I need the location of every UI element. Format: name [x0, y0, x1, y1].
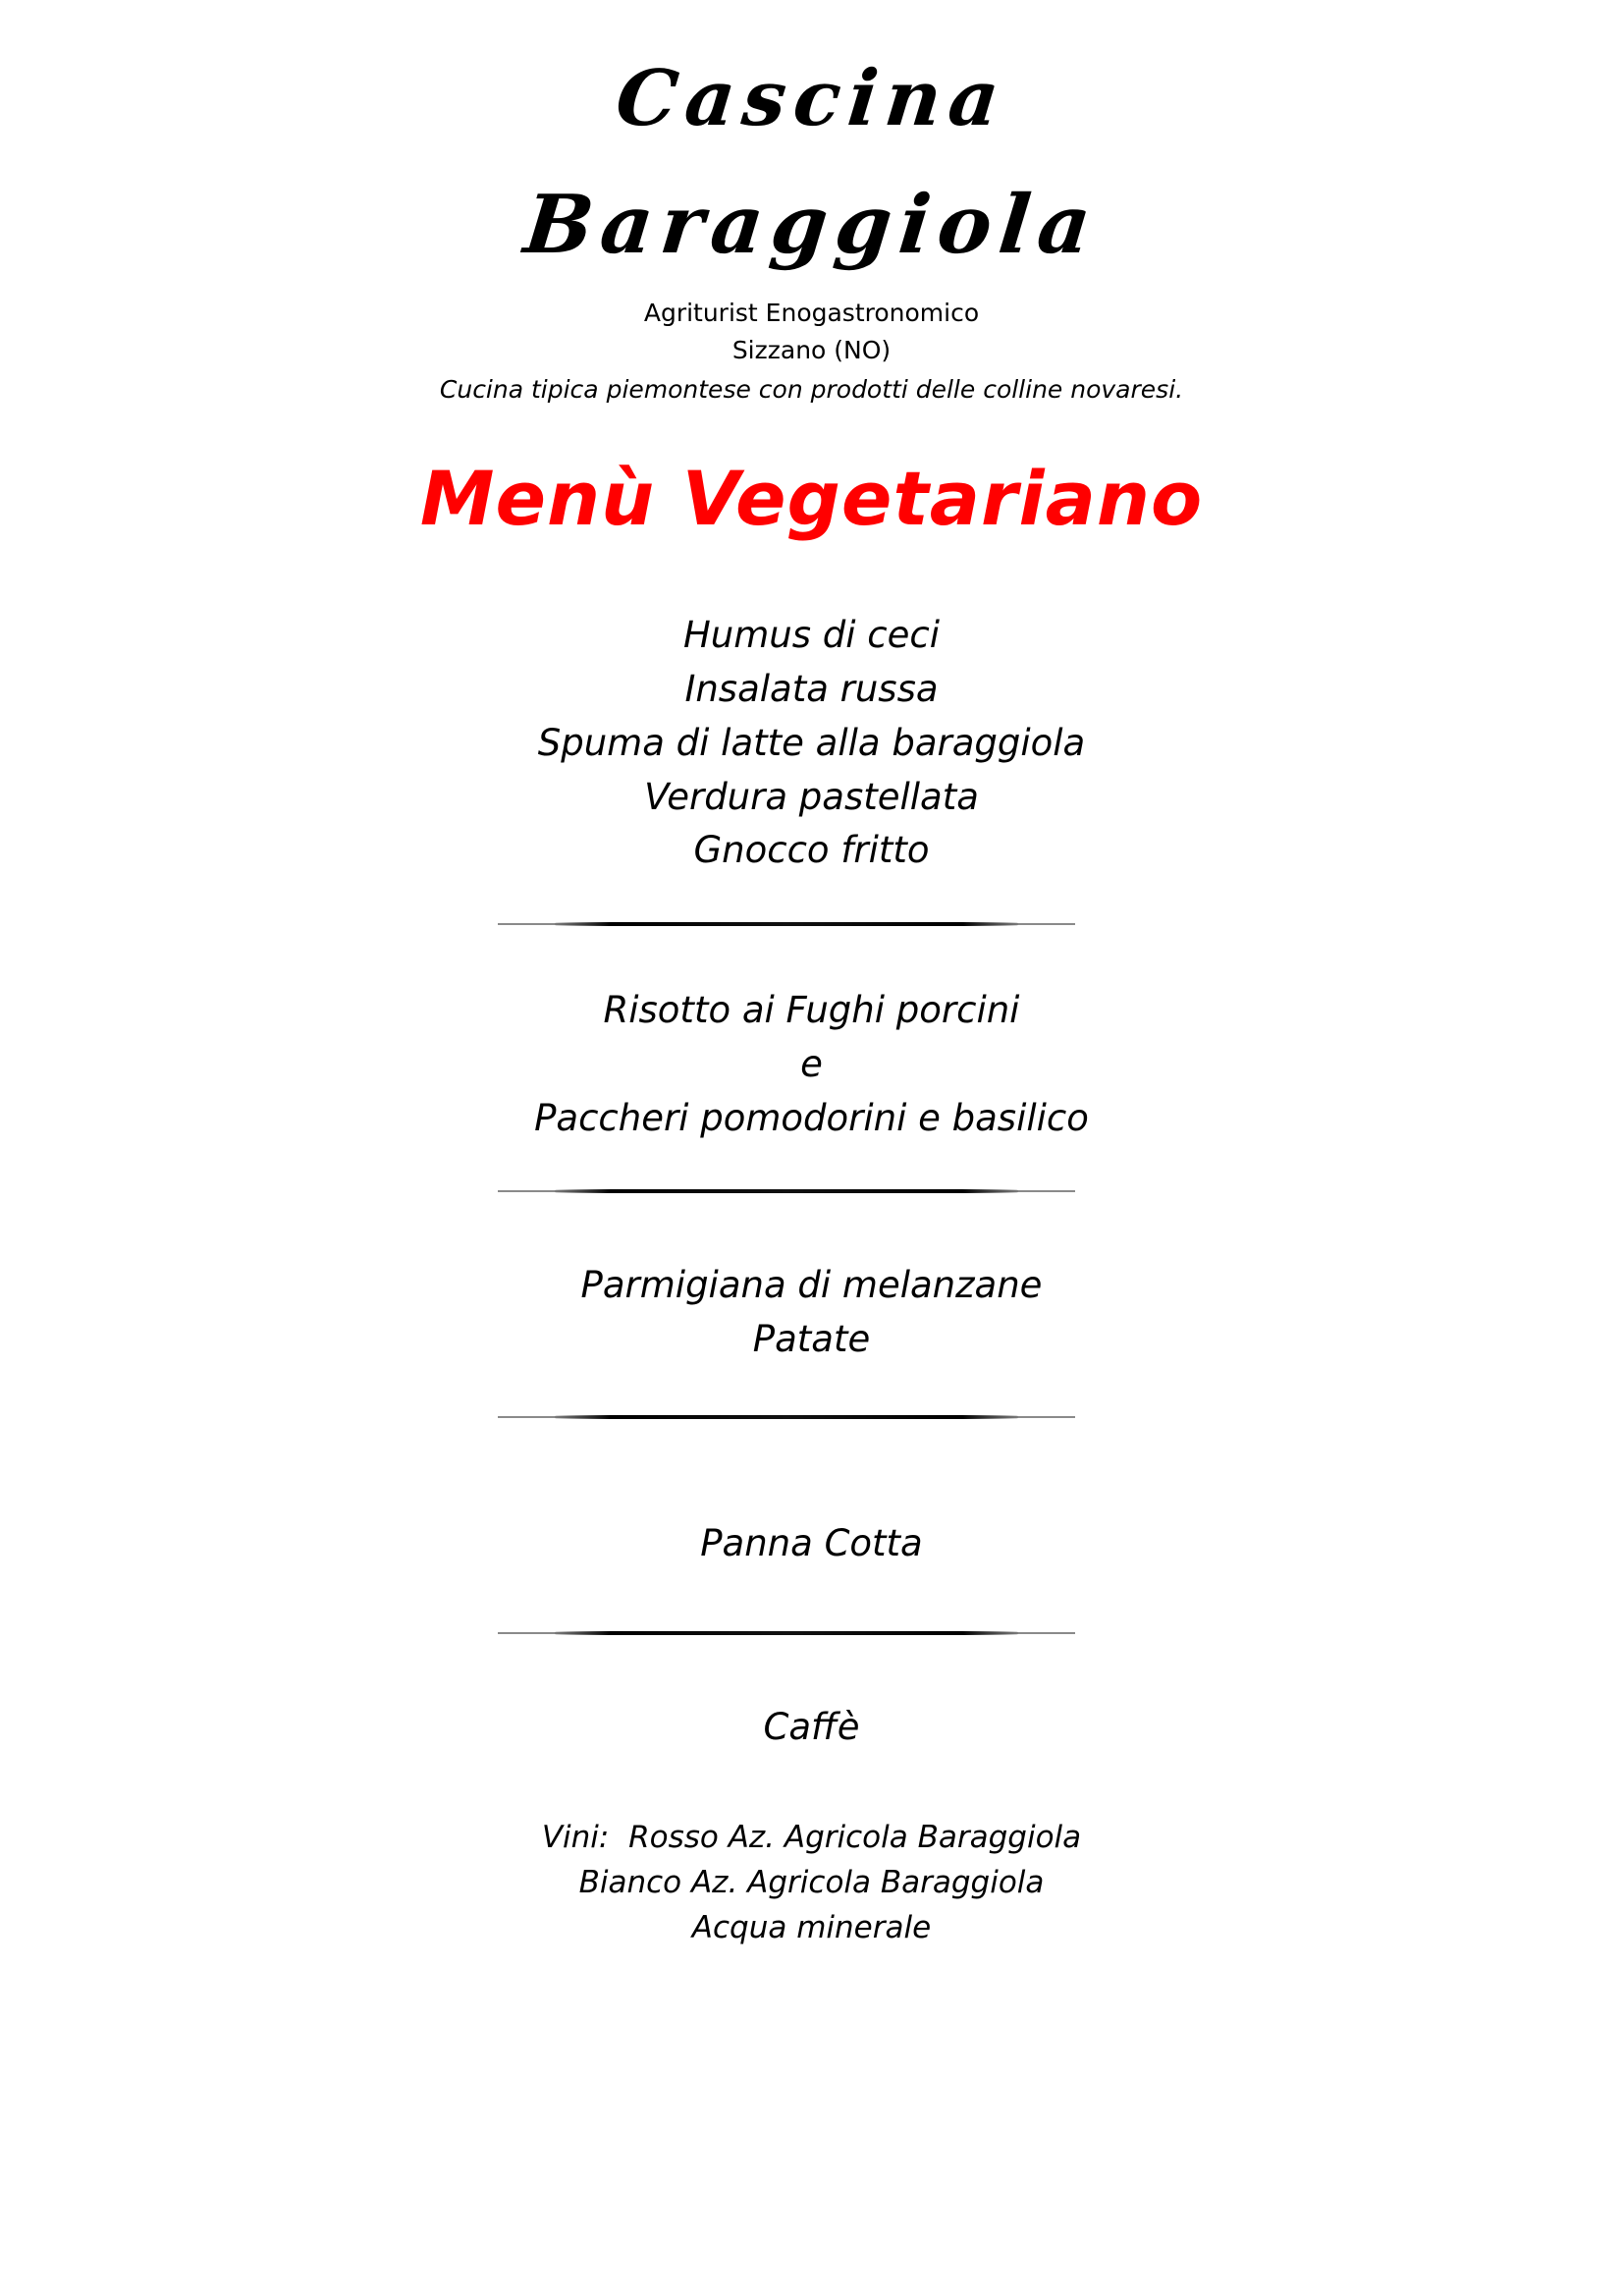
- section-divider: [498, 922, 1075, 926]
- menu-item: Paccheri pomodorini e basilico: [534, 1097, 1089, 1139]
- drinks-line: Acqua minerale: [691, 1910, 932, 1945]
- drinks-line: Vini: Rosso Az. Agricola Baraggiola: [541, 1820, 1082, 1855]
- section-divider: [498, 1631, 1075, 1635]
- restaurant-location: Sizzano (NO): [731, 336, 892, 364]
- menu-title: Menù Vegetariano: [419, 455, 1204, 542]
- restaurant-tagline: Cucina tipica piemontese con prodotti delle colline novaresi.: [439, 375, 1184, 404]
- menu-item-conjunction: e: [800, 1043, 823, 1085]
- menu-item: Panna Cotta: [700, 1522, 923, 1564]
- menu-item: Insalata russa: [684, 668, 939, 710]
- restaurant-subtitle: Agriturist Enogastronomico: [643, 299, 980, 327]
- restaurant-name-line-2: Baraggiola: [519, 178, 1104, 272]
- menu-item: Parmigiana di melanzane: [580, 1264, 1043, 1306]
- menu-item: Patate: [752, 1318, 871, 1360]
- section-divider: [498, 1189, 1075, 1193]
- menu-item: Caffè: [763, 1706, 860, 1748]
- menu-item: Gnocco fritto: [693, 829, 930, 871]
- drinks-line: Bianco Az. Agricola Baraggiola: [578, 1865, 1045, 1900]
- menu-item: Spuma di latte alla baraggiola: [537, 722, 1086, 764]
- menu-item: Risotto ai Fughi porcini: [603, 989, 1020, 1031]
- section-divider: [498, 1415, 1075, 1419]
- menu-item: Verdura pastellata: [644, 776, 979, 818]
- restaurant-name-line-1: Cascina: [612, 54, 1011, 143]
- menu-item: Humus di ceci: [682, 614, 941, 656]
